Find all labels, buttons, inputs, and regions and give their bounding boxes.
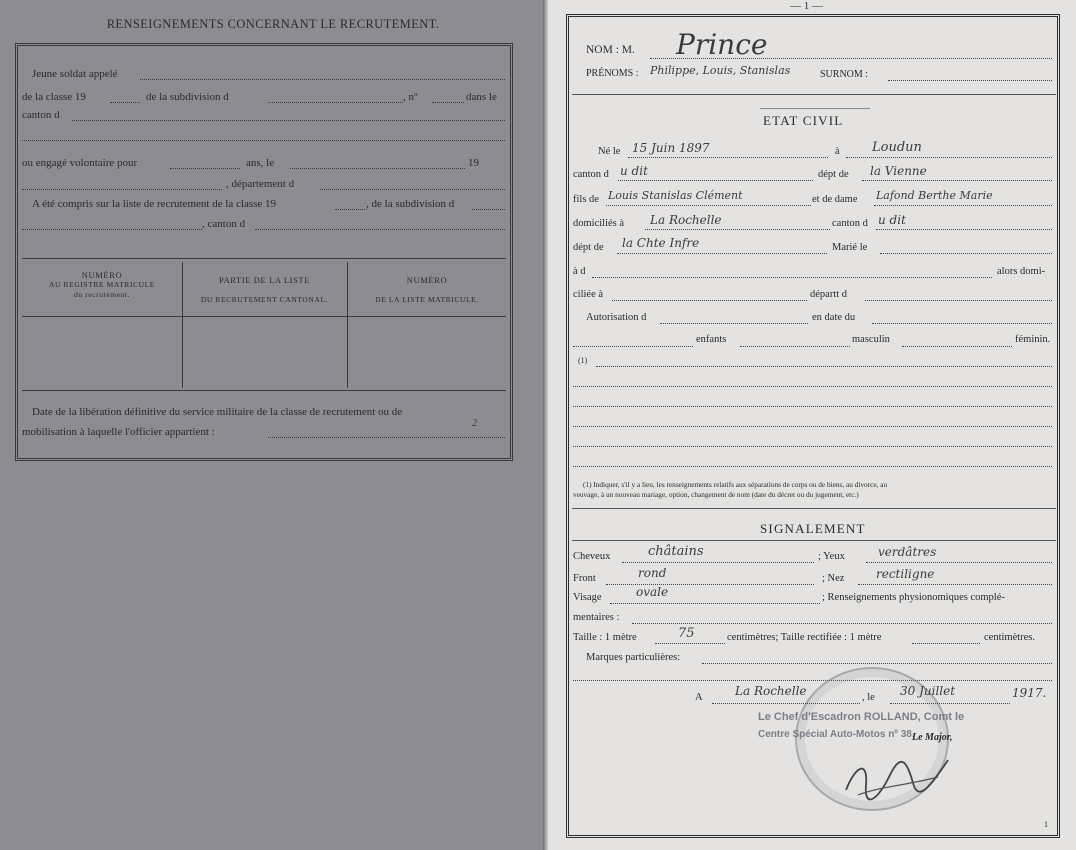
classe-label: de la classe 19 (22, 91, 86, 103)
fill-line (22, 229, 202, 230)
fill-line (880, 253, 1052, 254)
a-d-label: à d (573, 266, 586, 277)
jeune-soldat-label: Jeune soldat appelé (32, 68, 118, 80)
canton-label: canton d (573, 169, 609, 180)
heading-rule (760, 108, 870, 109)
col-header-numero-registre (22, 270, 182, 300)
ciliee-label: ciliée à (573, 289, 604, 300)
footnote-line2: veuvage, à un nouveau mariage, option, changement de nom (date du décret ou du jugement, etc.) (573, 490, 859, 499)
fill-line (573, 446, 1052, 447)
signature-mark (838, 745, 958, 805)
nez-value: rectiligne (876, 567, 935, 581)
fill-line (862, 180, 1052, 181)
canton-label: canton d (22, 109, 60, 121)
departement-label: , département d (226, 178, 295, 190)
note-marker: (1) (578, 356, 588, 365)
sig-le-label: , le (862, 692, 875, 703)
marques-label: Marques particulières: (586, 652, 681, 663)
section-divider (572, 508, 1056, 509)
sig-place-value: La Rochelle (735, 684, 807, 698)
fill-line (72, 120, 505, 121)
birth-a-label: à (835, 146, 840, 157)
mentaires-label: mentaires : (573, 612, 620, 623)
yeux-label: ; Yeux (818, 551, 845, 562)
fill-line (702, 663, 1052, 664)
surnom-label: SURNOM : (820, 69, 869, 80)
birth-date-value: 15 Juin 1897 (632, 141, 710, 155)
col-header-partie-liste (182, 275, 347, 305)
ans-label: ans, le (246, 157, 275, 169)
pencil-mark: 2 (472, 418, 477, 429)
marie-le-label: Marié le (832, 242, 868, 253)
table-header-border (22, 316, 506, 317)
fill-line (268, 437, 505, 438)
col-header-title: NUMÉRO (81, 270, 123, 280)
fill-line (866, 562, 1052, 563)
dept2-value: la Chte Infre (622, 236, 700, 250)
dept-label: dépt de (818, 169, 849, 180)
father-value: Louis Stanislas Clément (608, 189, 743, 202)
domicile-value: La Rochelle (650, 213, 722, 227)
fill-line (846, 157, 1052, 158)
col-header-title: PARTIE DE LA LISTE (219, 275, 310, 285)
fill-line (617, 253, 827, 254)
depart-label: départt d (810, 289, 848, 300)
canton2-label: , canton d (202, 218, 246, 230)
fill-line (140, 79, 505, 80)
liste-label: A été compris sur la liste de recrutement de la classe 19 (32, 198, 277, 210)
cheveux-label: Cheveux (573, 551, 611, 562)
centimetres2-label: centimètres. (984, 632, 1036, 643)
fill-line (573, 346, 693, 347)
fill-line (858, 584, 1052, 585)
fill-line (712, 703, 860, 704)
subdivision2-label: , de la subdivision d (366, 198, 455, 210)
masculin-label: masculin (852, 334, 890, 345)
recruitment-frame (15, 43, 513, 461)
domicilies-label: domiciliés à (573, 218, 625, 229)
front-label: Front (573, 573, 596, 584)
et-de-dame-label: et de dame (812, 194, 858, 205)
fill-line (876, 229, 1052, 230)
fill-line (255, 229, 505, 230)
taille-value: 75 (678, 626, 695, 641)
mother-value: Lafond Berthe Marie (876, 189, 993, 202)
fill-line (655, 643, 725, 644)
col-header-sub: DE LA LISTE MATRICULE. (375, 295, 479, 304)
prenoms-label: PRÉNOMS : (586, 68, 639, 79)
fill-line (596, 366, 1052, 367)
fill-line (888, 80, 1052, 81)
alors-domi-label: alors domi- (997, 266, 1046, 277)
engage-label: ou engagé volontaire pour (22, 157, 138, 169)
fill-line (573, 406, 1052, 407)
sig-year-value: 1917. (1012, 686, 1047, 700)
dans-le-label: dans le (466, 91, 497, 103)
col-header-numero-liste (347, 275, 507, 305)
fill-line (290, 168, 465, 169)
liberation-text-line2: mobilisation à laquelle l'officier appartient : (22, 426, 215, 438)
fill-line (573, 426, 1052, 427)
canton-value: u dit (620, 164, 648, 178)
visage-value: ovale (636, 585, 669, 599)
col-header-sub: DU RECRUTEMENT CANTONAL. (200, 295, 329, 304)
canton2-label: canton d (832, 218, 868, 229)
fill-line (872, 323, 1052, 324)
feminin-label: féminin. (1015, 334, 1051, 345)
birth-place-value: Loudun (872, 140, 922, 155)
col-header-sub: AU REGISTRE MATRICULE (49, 280, 155, 289)
fill-line (573, 466, 1052, 467)
numero-label: , nº (403, 91, 418, 103)
cheveux-value: châtains (648, 544, 704, 559)
fill-line (573, 680, 1052, 681)
fill-line (592, 277, 992, 278)
nom-value: Prince (676, 28, 768, 61)
prenoms-value: Philippe, Louis, Stanislas (650, 64, 791, 77)
enfants-label: enfants (696, 334, 727, 345)
year-19-label: 19 (468, 157, 479, 169)
subdivision-label: de la subdivision d (146, 91, 229, 103)
table-top-border (22, 258, 506, 259)
fill-line (912, 643, 980, 644)
fill-line (612, 300, 807, 301)
le-major-label: Le Major, (912, 732, 953, 743)
fill-line (618, 180, 813, 181)
signalement-heading: SIGNALEMENT (760, 521, 866, 536)
sig-date-value: 30 Juillet (900, 684, 956, 698)
dept-value: la Vienne (870, 164, 927, 178)
left-page-title: RENSEIGNEMENTS CONCERNANT LE RECRUTEMENT. (106, 17, 440, 31)
fill-line (874, 205, 1052, 206)
fill-line (335, 209, 365, 210)
fill-line (645, 229, 830, 230)
col-header-title: NUMÉRO (406, 275, 448, 285)
fill-line (610, 603, 820, 604)
nom-label: NOM : M. (586, 44, 635, 56)
nez-label: ; Nez (822, 573, 845, 584)
section-divider (572, 540, 1056, 541)
dept2-label: dépt de (573, 242, 604, 253)
canton2-value: u dit (878, 213, 906, 227)
fill-line (22, 140, 505, 141)
liberation-text-line1: Date de la libération définitive du service militaire de la classe de recrutement ou de (32, 406, 403, 418)
stamp-line1: Le Chef d'Escadron ROLLAND, Comt le (758, 711, 965, 723)
corner-mark: 1 (1044, 820, 1048, 829)
fill-line (573, 386, 1052, 387)
front-value: rond (638, 566, 667, 580)
visage-label: Visage (573, 592, 602, 603)
etat-civil-heading: ETAT CIVIL (763, 113, 844, 128)
sig-a-label: A (695, 692, 703, 703)
fill-line (660, 323, 808, 324)
fill-line (632, 623, 1052, 624)
fill-line (432, 102, 464, 103)
footnote-line1: (1) Indiquer, s'il y a lieu, les renseignements relatifs aux séparations de corps ou de biens, au divorce, au (583, 480, 888, 489)
page-number: — 1 — (790, 0, 823, 12)
fill-line (740, 346, 850, 347)
autorisation-label: Autorisation d (586, 312, 647, 323)
fill-line (622, 562, 814, 563)
col-header-sub: du recrutement. (73, 290, 131, 299)
fill-line (268, 102, 403, 103)
fils-de-label: fils de (573, 194, 599, 205)
section-divider (572, 94, 1056, 95)
fill-line (320, 189, 505, 190)
ne-le-label: Né le (598, 146, 621, 157)
fill-line (902, 346, 1012, 347)
fill-line (865, 300, 1052, 301)
fill-line (628, 157, 828, 158)
fill-line (890, 703, 1010, 704)
fill-line (650, 58, 1052, 59)
fill-line (606, 205, 811, 206)
fill-line (22, 189, 222, 190)
taille-label: Taille : 1 mètre (573, 632, 637, 643)
fill-line (472, 209, 505, 210)
centimetres-label: centimètres; Taille rectifiée : 1 mètre (727, 632, 882, 643)
table-bottom-border (22, 390, 506, 391)
yeux-value: verdâtres (878, 545, 937, 559)
fill-line (110, 102, 140, 103)
en-date-label: en date du (812, 312, 856, 323)
fill-line (170, 168, 240, 169)
stamp-line2: Centre Spécial Auto-Motos nº 38. (758, 729, 915, 740)
renseignements-label: ; Renseignements physionomiques complé- (822, 592, 1005, 603)
